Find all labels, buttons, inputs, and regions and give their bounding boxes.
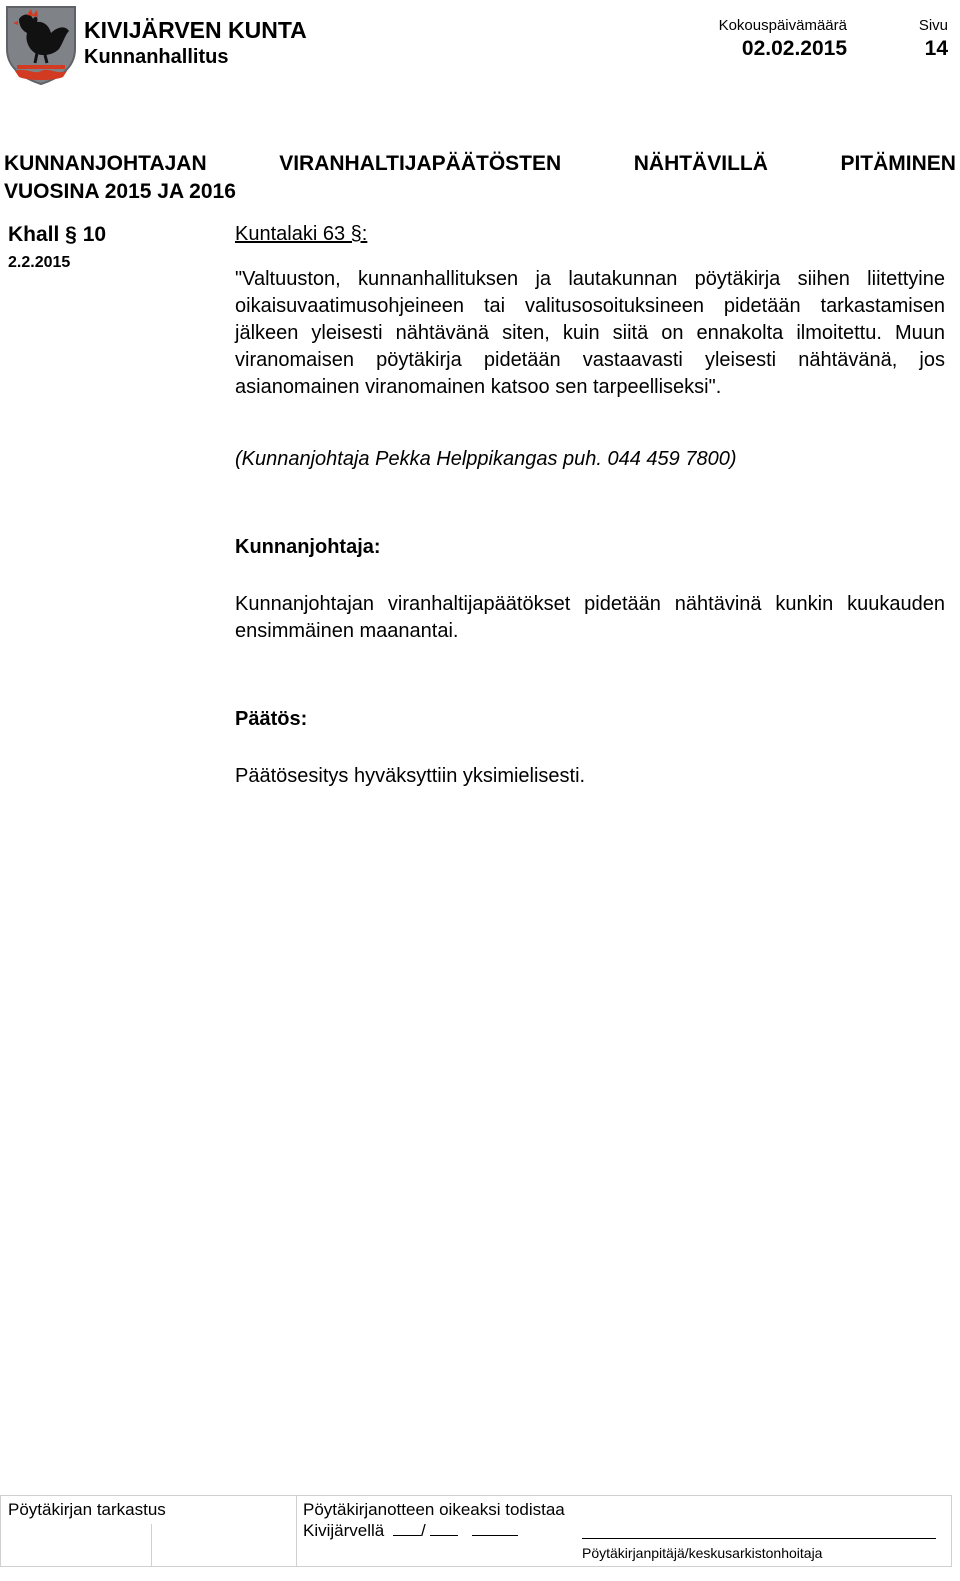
document-title: [4, 150, 956, 206]
meeting-date: 02.02.2015: [741, 37, 847, 60]
decision-heading: Päätös:: [235, 708, 308, 730]
review-label: Pöytäkirjan tarkastus: [8, 1500, 166, 1519]
page-number-label: Sivu: [918, 17, 948, 34]
title-word: VIRANHALTIJAPÄÄTÖSTEN: [279, 152, 562, 175]
organization-unit: Kunnanhallitus: [84, 46, 229, 68]
place-label: Kivijärvellä: [303, 1521, 385, 1540]
date-separator: /: [420, 1521, 426, 1540]
case-number: Khall § 10: [8, 223, 107, 246]
signer-title: Pöytäkirjanpitäjä/keskusarkistonhoitaja: [582, 1545, 823, 1561]
month-blank: [430, 1535, 458, 1536]
title-word: PITÄMINEN: [840, 152, 956, 175]
proposal-text: Kunnanjohtajan viranhaltijapäätökset pidetään nähtävinä kunkin kuukauden ensimmäinen maanantai.: [235, 593, 945, 642]
footer-divider: [151, 1524, 152, 1566]
proposal-heading: Kunnanjohtaja:: [235, 536, 381, 558]
place-date-line: [303, 1521, 518, 1541]
municipal-crest-icon: [5, 5, 77, 85]
page-number: 14: [924, 37, 948, 60]
decision-text: Päätösesitys hyväksyttiin yksimielisesti.: [235, 765, 586, 787]
case-date: 2.2.2015: [8, 254, 71, 271]
signature-line: [582, 1538, 936, 1539]
title-line-2: VUOSINA 2015 JA 2016: [4, 180, 236, 203]
contact-info: (Kunnanjohtaja Pekka Helppikangas puh. 044 459 7800): [235, 448, 737, 470]
title-word: NÄHTÄVILLÄ: [633, 152, 768, 175]
certified-label: Pöytäkirjanotteen oikeaksi todistaa: [303, 1500, 565, 1519]
meeting-date-label: Kokouspäivämäärä: [718, 17, 847, 34]
year-blank: [472, 1535, 518, 1536]
day-blank: [393, 1535, 421, 1536]
organization-name: KIVIJÄRVEN KUNTA: [84, 17, 307, 43]
law-quote: "Valtuuston, kunnanhallituksen ja lautakunnan pöytäkirja siihen liitettyine oikaisuvaatimusohjeineen tai valitusosoituksineen pidetään tarkastamisen jälkeen yleisesti nähtävänä siten, kuin siitä on ennakolta ilmoitettu. Muun viranomaisen pöytäkirja pidetään vastaavasti yleisesti nähtävänä, jos asianomainen viranomainen katsoo sen tarpeelliseksi".: [235, 268, 945, 398]
law-reference: Kuntalaki 63 §:: [235, 223, 368, 245]
footer-divider: [296, 1496, 297, 1566]
title-word: KUNNANJOHTAJAN: [4, 152, 207, 175]
